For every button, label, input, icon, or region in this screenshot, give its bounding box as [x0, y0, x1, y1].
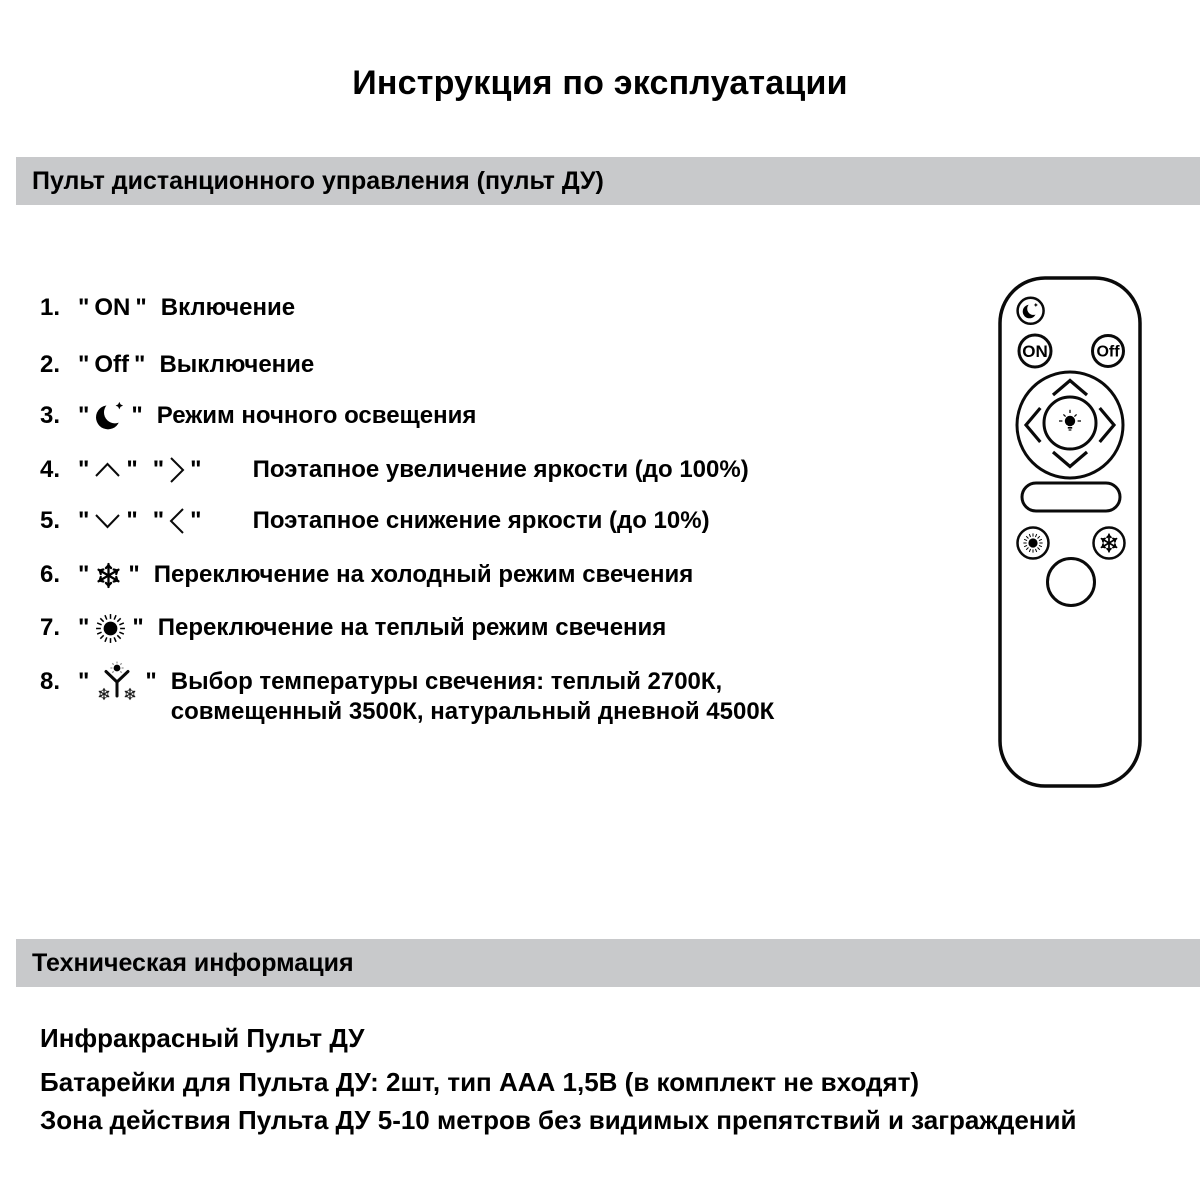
item-number: 8.: [40, 668, 61, 695]
item-number: 3.: [40, 402, 61, 429]
warm-mode-button[interactable]: [1018, 528, 1049, 559]
quote-mark: ": [134, 351, 146, 378]
temp-select-icon: [94, 661, 140, 703]
quote-mark: ": [132, 614, 144, 641]
list-item: [40, 397, 476, 435]
scene-button[interactable]: [1022, 483, 1120, 511]
quote-mark: ": [126, 456, 138, 483]
sun-icon: [1023, 533, 1042, 552]
quote-mark: ": [78, 668, 90, 695]
list-item: [40, 663, 774, 727]
list-item: [40, 451, 749, 489]
item-number: 4.: [40, 456, 61, 483]
item-number: 5.: [40, 507, 61, 534]
quote-mark: ": [128, 561, 140, 588]
round-button[interactable]: [1048, 559, 1095, 606]
quote-mark: ": [78, 561, 90, 588]
quote-mark: ": [78, 614, 90, 641]
item-label: Включение: [160, 294, 296, 321]
quote-mark: ": [190, 507, 202, 534]
tech-info-line: Зона действия Пульта ДУ 5-10 метров без видимых препятствий и заграждений: [40, 1105, 1077, 1135]
item-number: 6.: [40, 561, 61, 588]
chevron-down-icon: [94, 513, 121, 529]
quote-mark: ": [126, 507, 138, 534]
off-button[interactable]: [1093, 336, 1124, 367]
quote-mark: ": [145, 668, 157, 695]
item-label: Выбор температуры свечения: теплый 2700К,: [170, 668, 723, 695]
section-header-tech-label: Техническая информация: [32, 948, 354, 977]
warm-mode-icon: [94, 612, 127, 645]
list-item: [40, 346, 314, 384]
quote-mark: ": [131, 402, 143, 429]
cold-mode-icon: [94, 561, 123, 590]
dpad-center-button[interactable]: [1044, 397, 1096, 449]
on-keyword: ON: [94, 294, 131, 321]
quote-mark: ": [152, 507, 165, 534]
list-item: [40, 289, 295, 327]
quote-mark: ": [152, 456, 165, 483]
quote-mark: ": [135, 294, 147, 321]
off-keyword: Off: [94, 351, 130, 378]
item-number: 2.: [40, 351, 61, 378]
item-label: Выключение: [159, 351, 315, 378]
quote-mark: ": [78, 456, 90, 483]
chevron-left-icon: [169, 506, 185, 536]
off-button-label: Off: [1096, 343, 1120, 361]
item-label: Переключение на теплый режим свечения: [157, 614, 667, 641]
item-label: Поэтапное увеличение яркости (до 100%): [252, 456, 749, 483]
tech-info-line: Батарейки для Пульта ДУ: 2шт, тип ААА 1,5В (в комплект не входят): [40, 1067, 920, 1097]
section-header-remote-label: Пульт дистанционного управления (пульт ДУ): [32, 166, 604, 195]
dpad: [1017, 372, 1123, 478]
list-item: [40, 502, 710, 540]
chevron-up-icon: [94, 462, 121, 478]
list-item: [40, 556, 693, 594]
quote-mark: ": [190, 456, 202, 483]
on-button-label: ON: [1022, 342, 1048, 361]
cold-mode-button[interactable]: [1094, 528, 1125, 559]
chevron-right-icon: [169, 455, 185, 485]
item-label: Поэтапное снижение яркости (до 10%): [252, 507, 710, 534]
quote-mark: ": [78, 351, 90, 378]
quote-mark: ": [78, 294, 90, 321]
section-header-tech: [16, 939, 1200, 987]
night-mode-button[interactable]: [1018, 298, 1044, 324]
item-label-line2: совмещенный 3500К, натуральный дневной 4500К: [170, 698, 775, 725]
remote-control: [997, 275, 1143, 789]
item-number: 1.: [40, 294, 61, 321]
item-number: 7.: [40, 614, 61, 641]
list-item: [40, 609, 666, 647]
item-label: Переключение на холодный режим свечения: [153, 561, 694, 588]
quote-mark: ": [78, 402, 90, 429]
on-button[interactable]: [1019, 335, 1051, 367]
item-label: Режим ночного освещения: [156, 402, 477, 429]
quote-mark: ": [78, 507, 90, 534]
section-header-remote: [16, 157, 1200, 205]
tech-info-line: Инфракрасный Пульт ДУ: [40, 1023, 365, 1053]
page-title: Инструкция по эксплуатации: [352, 64, 848, 102]
night-mode-icon: [94, 400, 126, 432]
